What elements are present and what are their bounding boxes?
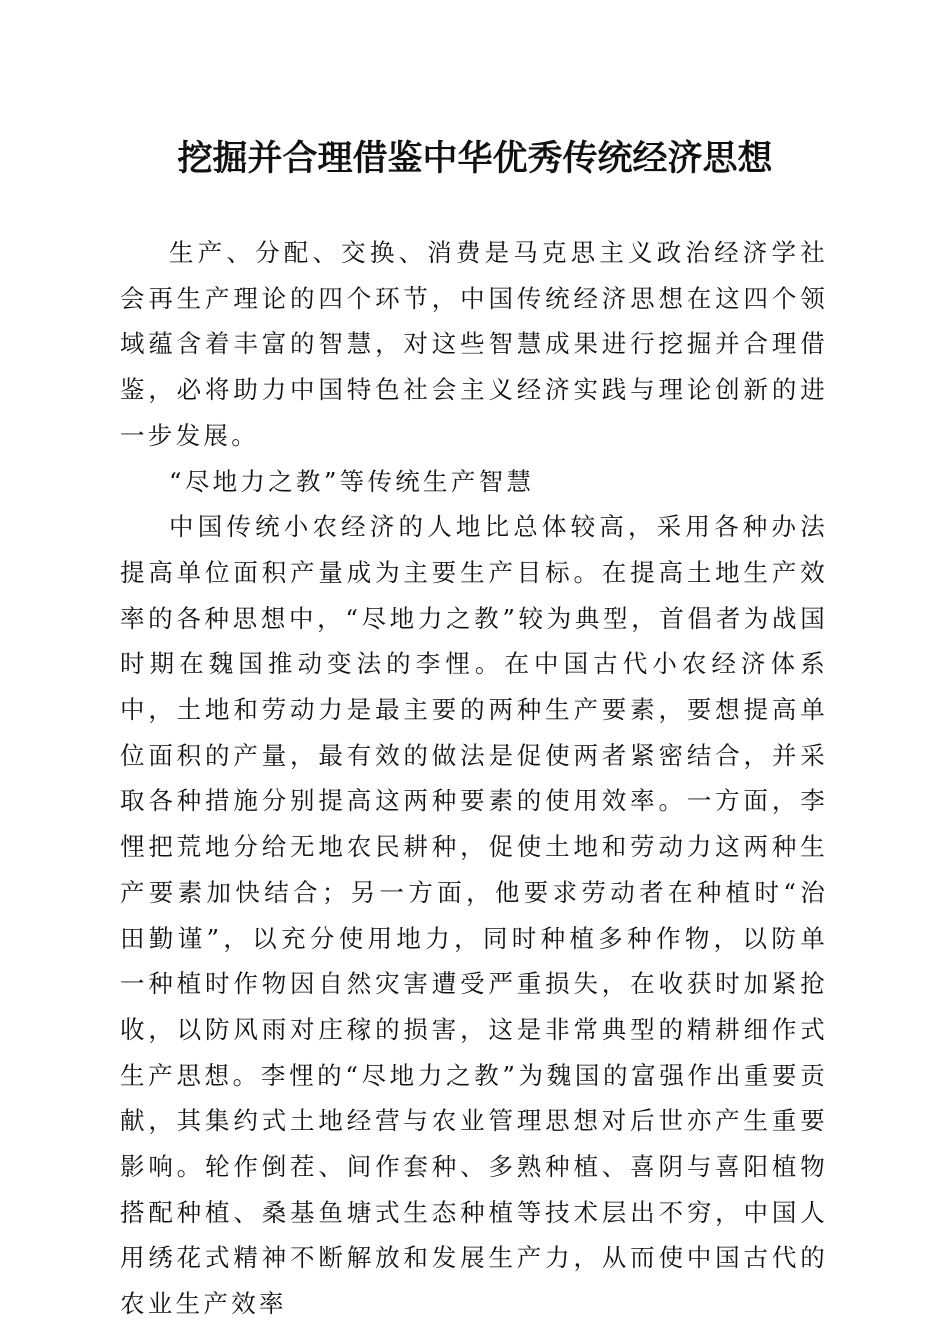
paragraph-production: 中国传统小农经济的人地比总体较高，采用各种办法提高单位面积产量成为主要生产目标。在提高土地生产效率的各种思想中，“尽地力之教”较为典型，首倡者为战国时期在魏国推动变法的李悝。在中国古代小农经济体系中，土地和劳动力是最主要的两种生产要素，要想提高单位面积的产量，最有效的做法是促使两者紧密结合，并采取各种措施分别提高这两种要素的使用效率。一方面，李悝把荒地分给无地农民耕种，促使土地和劳动力这两种生产要素加快结合；另一方面，他要求劳动者在种植时“治田勤谨”，以充分使用地力，同时种植多种作物，以防单一种植时作物因自然灾害遭受严重损失，在收获时加紧抢收，以防风雨对庄稼的损害，这是非常典型的精耕细作式生产思想。李悝的“尽地力之教”为魏国的富强作出重要贡献，其集约式土地经营与农业管理思想对后世亦产生重要影响。轮作倒茬、间作套种、多熟种植、喜阴与喜阳植物搭配种植、桑基鱼塘式生态种植等技术层出不穷，中国人用绣花式精神不断解放和发展生产力，从而使中国古代的农业生产效率 [120,512,828,1319]
document-body [120,230,828,1327]
section-heading: “尽地力之教”等传统生产智慧 [169,466,535,496]
document-title: 挖掘并合理借鉴中华优秀传统经济思想 [177,138,773,179]
paragraph-intro: 生产、分配、交换、消费是马克思主义政治经济学社会再生产理论的四个环节，中国传统经济思想在这四个领域蕴含着丰富的智慧，对这些智慧成果进行挖掘并合理借鉴，必将助力中国特色社会主义经济实践与理论创新的进一步发展。 [120,238,828,450]
